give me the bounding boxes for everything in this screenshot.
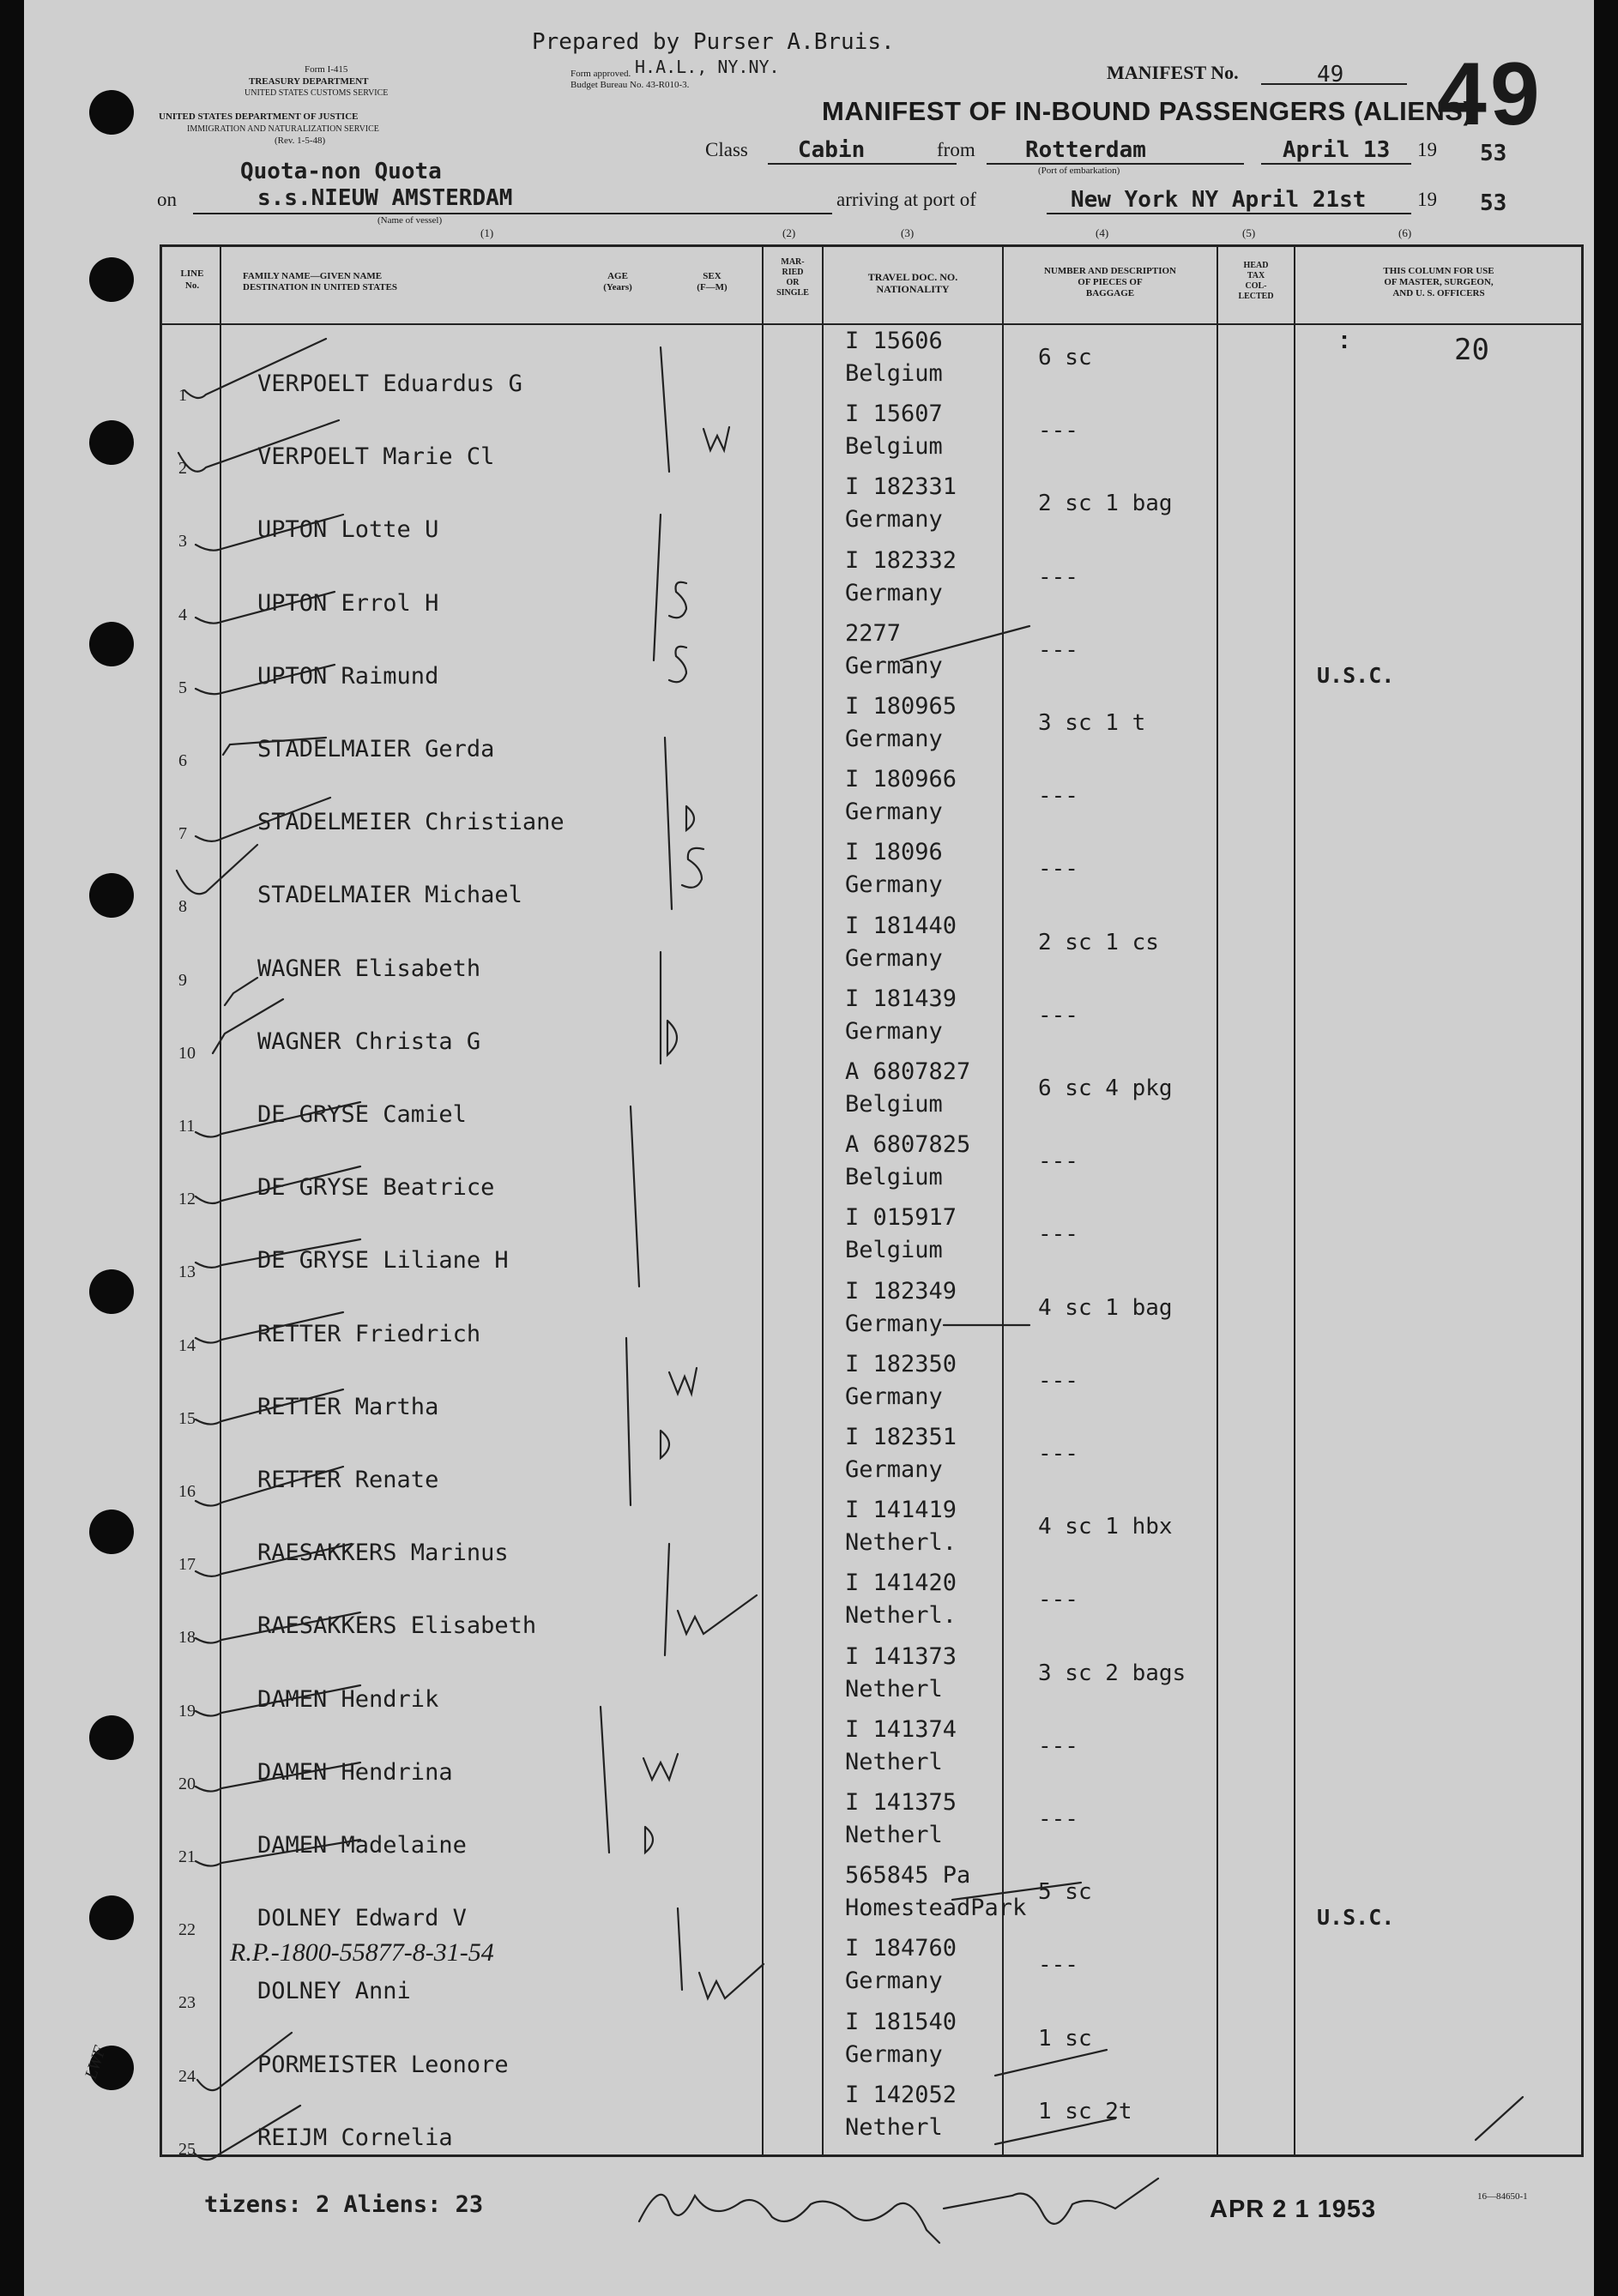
passenger-name: RAESAKKERS Elisabeth: [257, 1612, 537, 1640]
travel-doc-number: I 182349: [845, 1277, 957, 1305]
travel-doc-number: I 180965: [845, 693, 957, 720]
passenger-name: RETTER Renate: [257, 1467, 439, 1493]
hand-letter-w: [669, 1368, 697, 1394]
check-mark: [213, 999, 283, 1053]
departure-date: April 13: [1283, 137, 1391, 163]
hand-stroke: [901, 626, 1029, 660]
nationality: Germany: [845, 1456, 943, 1483]
baggage-description: ---: [1038, 1367, 1078, 1394]
passenger-name: PORMEISTER Leonore: [257, 2051, 509, 2078]
passenger-name: RETTER Friedrich: [257, 1320, 481, 1347]
column-number-1: (1): [480, 226, 494, 239]
check-mark: [196, 1612, 360, 1643]
row-number: 2: [178, 459, 187, 479]
header-sex: SEX (F—M): [697, 271, 727, 292]
baggage-description: ---: [1038, 1733, 1078, 1759]
row-number: 9: [178, 970, 187, 990]
header-age: AGE (Years): [603, 271, 632, 292]
from-label: from: [937, 139, 975, 160]
baggage-description: ---: [1038, 1952, 1078, 1979]
baggage-description: 4 sc 1 hbx: [1038, 1514, 1173, 1540]
nationality: Germany: [845, 944, 943, 972]
family-bracket: [678, 1908, 682, 1990]
nationality: Germany: [845, 1310, 943, 1337]
nationality: Germany: [845, 798, 943, 826]
row-number: 5: [178, 678, 187, 697]
travel-doc-number: I 141419: [845, 1497, 957, 1524]
nationality: Belgium: [845, 1237, 943, 1264]
nationality: Netherl: [845, 1675, 943, 1702]
passenger-name: DE GRYSE Beatrice: [257, 1174, 495, 1202]
header-family-name: FAMILY NAME—GIVEN NAME DESTINATION IN UNITED STATES: [243, 271, 398, 292]
travel-doc-number: I 181439: [845, 985, 957, 1012]
officer-note: U.S.C.: [1317, 1905, 1395, 1931]
travel-doc-number: I 141373: [845, 1642, 957, 1670]
arrival-port-date: New York NY April 21st: [1071, 187, 1367, 213]
passenger-name: VERPOELT Marie Cl: [257, 443, 495, 471]
immigration-service: IMMIGRATION AND NATURALIZATION SERVICE: [187, 124, 379, 134]
row-number: 3: [178, 532, 187, 551]
hand-letter-d: [667, 1021, 677, 1055]
row-number: 16: [178, 1482, 196, 1501]
vessel-caption: (Name of vessel): [377, 215, 443, 226]
passenger-name: DE GRYSE Liliane H: [257, 1247, 509, 1275]
nationality: Belgium: [845, 360, 943, 387]
row-number: 15: [178, 1408, 196, 1428]
form-number: Form I-415: [305, 64, 348, 75]
check-mark: [196, 1166, 360, 1203]
travel-doc-number: I 184760: [845, 1935, 957, 1962]
row-number: 12: [178, 1190, 196, 1209]
header-married: MAR- RIED OR SINGLE: [776, 257, 809, 298]
row-number: 11: [178, 1117, 196, 1136]
passenger-name: DAMEN Hendrik: [257, 1685, 439, 1713]
family-bracket: [654, 515, 661, 660]
nationality: Germany: [845, 726, 943, 752]
check-mark: [197, 2033, 292, 2090]
hand-letter-d: [686, 806, 694, 830]
family-bracket: [665, 1544, 669, 1655]
class-label: Class: [705, 139, 748, 160]
baggage-description: ---: [1038, 1148, 1078, 1175]
nationality: Netherl.: [845, 1529, 957, 1557]
baggage-description: 1 sc 2t: [1038, 2098, 1132, 2124]
nationality: Germany: [845, 871, 943, 899]
hand-letter-s: [669, 647, 686, 682]
check-mark: [196, 1763, 360, 1792]
handwritten-rp-note: R.P.-1800-55877-8-31-54: [230, 1938, 494, 1967]
row-number: 6: [178, 751, 187, 770]
travel-doc-number: I 141375: [845, 1789, 957, 1816]
vessel-name: s.s.NIEUW AMSTERDAM: [257, 185, 513, 211]
nationality: Netherl.: [845, 1602, 957, 1630]
passenger-name: WAGNER Elisabeth: [257, 955, 481, 982]
port-caption: (Port of embarkation): [1038, 166, 1120, 176]
passenger-name: WAGNER Christa G: [257, 1027, 481, 1055]
column-number-5: (5): [1242, 226, 1256, 239]
hand-stroke: [995, 2118, 1115, 2144]
passenger-name: UPTON Raimund: [257, 662, 439, 690]
check-mark: [184, 339, 326, 398]
baggage-description: 6 sc: [1038, 345, 1092, 371]
travel-doc-number: I 181540: [845, 2008, 957, 2035]
column-number-2: (2): [782, 226, 796, 239]
hand-letter-w: [678, 1595, 757, 1634]
check-mark: [196, 1685, 360, 1716]
nationality: Netherl: [845, 1822, 943, 1848]
row-number: 14: [178, 1335, 196, 1355]
family-bracket: [661, 347, 669, 472]
manifest-big-number: 49: [1437, 45, 1543, 144]
check-mark: [196, 592, 335, 624]
department-of-justice: UNITED STATES DEPARTMENT OF JUSTICE: [159, 111, 359, 122]
nationality: Belgium: [845, 1091, 943, 1118]
baggage-description: 5 sc: [1038, 1879, 1092, 1906]
passenger-name: STADELMEIER Christiane: [257, 809, 564, 836]
nationality: Germany: [845, 1017, 943, 1045]
officer-note: U.S.C.: [1317, 662, 1395, 688]
check-mark: [178, 420, 339, 472]
row-number: 20: [178, 1774, 196, 1793]
travel-doc-number: I 182331: [845, 473, 957, 501]
check-mark: [196, 1840, 360, 1866]
passenger-name: RAESAKKERS Marinus: [257, 1540, 509, 1567]
baggage-description: ---: [1038, 1002, 1078, 1028]
hand-letter-s: [669, 582, 686, 618]
hand-letter-d: [645, 1827, 653, 1853]
row-number: 10: [178, 1043, 196, 1063]
passenger-name: DE GRYSE Camiel: [257, 1101, 467, 1128]
hand-letter-w: [699, 1964, 764, 1998]
officer-count: 20: [1454, 333, 1489, 367]
passenger-name: UPTON Errol H: [257, 589, 439, 617]
baggage-description: ---: [1038, 1441, 1078, 1467]
header-officers-column: THIS COLUMN FOR USE OF MASTER, SURGEON, AND U. S. OFFICERS: [1383, 266, 1494, 298]
class-value: Cabin: [798, 137, 866, 163]
travel-doc-number: I 182351: [845, 1424, 957, 1450]
check-mark: [196, 1102, 360, 1137]
baggage-description: ---: [1038, 856, 1078, 883]
row-number: 24: [178, 2066, 196, 2086]
row-number: 23: [178, 1993, 196, 2013]
passenger-name: DOLNEY Anni: [257, 1978, 411, 2005]
travel-doc-number: I 15606: [845, 328, 943, 354]
nationality: Netherl: [845, 1748, 943, 1775]
baggage-description: 4 sc 1 bag: [1038, 1294, 1173, 1321]
row-number: 22: [178, 1920, 196, 1940]
row-number: 17: [178, 1555, 196, 1575]
form-revision: (Rev. 1-5-48): [275, 136, 326, 146]
header-baggage: NUMBER AND DESCRIPTION OF PIECES OF BAGGAGE: [1043, 266, 1177, 298]
passenger-name: DAMEN Hendrina: [257, 1758, 453, 1786]
nationality: Belgium: [845, 433, 943, 461]
officer-mark: :: [1340, 326, 1349, 354]
form-approved: Form approved.: [571, 69, 631, 79]
check-mark: [196, 1467, 343, 1506]
check-mark: [223, 738, 326, 755]
departure-year-prefix: 19: [1417, 139, 1437, 160]
hand-stroke: [995, 2050, 1107, 2076]
column-number-4: (4): [1096, 226, 1109, 239]
baggage-description: 6 sc 4 pkg: [1038, 1076, 1173, 1101]
check-mark: [177, 845, 257, 894]
nationality: Germany: [845, 1968, 943, 1995]
budget-bureau: Budget Bureau No. 43-R010-3.: [571, 80, 690, 90]
check-mark: [196, 798, 330, 841]
passenger-name: STADELMAIER Gerda: [257, 736, 495, 762]
passenger-name: VERPOELT Eduardus G: [257, 371, 522, 397]
row-number: 13: [178, 1262, 196, 1282]
manifest-number: 49: [1317, 62, 1344, 87]
row-number: 21: [178, 1847, 196, 1866]
column-number-3: (3): [901, 226, 915, 239]
travel-doc-number: A 6807825: [845, 1131, 971, 1159]
header-travel-doc: TRAVEL DOC. NO. NATIONALITY: [867, 271, 958, 295]
passenger-name: RETTER Martha: [257, 1393, 439, 1420]
hand-stroke: [1476, 2097, 1523, 2140]
baggage-description: 1 sc: [1038, 2025, 1092, 2052]
manifest-title: MANIFEST OF IN-BOUND PASSENGERS (ALIENS): [822, 96, 1473, 126]
travel-doc-number: 2277: [845, 619, 902, 647]
row-number: 7: [178, 824, 187, 844]
row-number: 4: [178, 605, 187, 624]
agent-line: H.A.L., NY.NY.: [635, 57, 780, 77]
prepared-by: Prepared by Purser A.Bruis.: [532, 29, 895, 55]
travel-doc-number: I 18096: [845, 839, 943, 866]
travel-doc-number: I 181440: [845, 912, 957, 939]
passenger-name: UPTON Lotte U: [257, 516, 439, 544]
travel-doc-number: I 015917: [845, 1204, 957, 1232]
hand-letter-s: [682, 848, 703, 888]
header-line-no: LINE No.: [180, 268, 204, 291]
row-number: 1: [178, 386, 187, 405]
check-mark: [194, 2106, 300, 2160]
check-mark: [196, 1312, 343, 1343]
travel-doc-number: I 182350: [845, 1350, 957, 1377]
family-bracket: [665, 738, 672, 909]
nationality: Germany: [845, 579, 943, 606]
passenger-name: REIJM Cornelia: [257, 2124, 453, 2151]
on-label: on: [157, 189, 177, 210]
baggage-description: 2 sc 1 cs: [1038, 929, 1159, 955]
hand-letter-d: [661, 1431, 669, 1458]
row-number: 25: [178, 2139, 196, 2159]
baggage-description: 3 sc 1 t: [1038, 710, 1146, 736]
check-mark: [196, 515, 343, 551]
signature: [639, 2178, 1158, 2243]
departure-year: 53: [1480, 141, 1507, 166]
nationality: Germany: [845, 506, 943, 533]
header-head-tax: HEAD TAX COL- LECTED: [1238, 261, 1274, 301]
nationality: Germany: [845, 1383, 943, 1410]
row-number: 19: [178, 1701, 196, 1720]
date-stamp: APR 2 1 1953: [1210, 2196, 1377, 2223]
travel-doc-number: I 141374: [845, 1715, 957, 1743]
row-number: 18: [178, 1628, 196, 1648]
column-number-6: (6): [1398, 226, 1412, 239]
baggage-description: ---: [1038, 636, 1078, 663]
citizens-aliens-count: tizens: 2 Aliens: 23: [204, 2191, 484, 2218]
hand-letter-w: [643, 1754, 678, 1780]
travel-doc-number: I 142052: [845, 2081, 957, 2108]
nationality: Belgium: [845, 1164, 943, 1191]
passenger-name: DOLNEY Edward V: [257, 1905, 467, 1932]
baggage-description: 3 sc 2 bags: [1038, 1660, 1186, 1686]
print-code: 16—84650-1: [1477, 2191, 1528, 2202]
quota-type: Quota-non Quota: [240, 159, 442, 184]
hand-letter-w: [703, 427, 729, 450]
margin-initials: LWF: [82, 2043, 111, 2082]
baggage-description: ---: [1038, 563, 1078, 590]
travel-doc-number: I 182332: [845, 546, 957, 574]
baggage-description: ---: [1038, 1806, 1078, 1832]
port-of-embarkation: Rotterdam: [1025, 137, 1146, 163]
arrival-year: 53: [1480, 190, 1507, 216]
nationality: HomesteadPark: [845, 1895, 1027, 1922]
nationality: Germany: [845, 2040, 943, 2068]
travel-doc-number: I 141420: [845, 1570, 957, 1597]
passenger-name: STADELMAIER Michael: [257, 882, 522, 909]
baggage-description: ---: [1038, 418, 1078, 444]
check-mark: [196, 1239, 360, 1268]
travel-doc-number: I 180966: [845, 766, 957, 793]
check-mark: [196, 1544, 352, 1576]
treasury-department: TREASURY DEPARTMENT: [249, 76, 369, 87]
check-mark: [196, 1389, 343, 1425]
travel-doc-number: 565845 Pa: [845, 1862, 971, 1889]
check-mark: [225, 978, 257, 1005]
nationality: Netherl: [845, 2113, 943, 2141]
baggage-description: ---: [1038, 783, 1078, 810]
hand-stroke: [952, 1883, 1081, 1900]
family-bracket: [601, 1707, 609, 1853]
baggage-description: 2 sc 1 bag: [1038, 491, 1173, 517]
travel-doc-number: A 6807827: [845, 1058, 971, 1085]
baggage-description: ---: [1038, 1221, 1078, 1248]
manifest-label: MANIFEST No.: [1107, 62, 1239, 83]
customs-service: UNITED STATES CUSTOMS SERVICE: [245, 88, 389, 98]
row-number: 8: [178, 897, 187, 917]
arriving-label: arriving at port of: [836, 189, 976, 210]
passenger-name: DAMEN Madelaine: [257, 1832, 467, 1859]
travel-doc-number: I 15607: [845, 401, 943, 428]
family-bracket: [626, 1338, 631, 1505]
family-bracket: [631, 1106, 639, 1287]
arrival-year-prefix: 19: [1417, 189, 1437, 210]
nationality: Germany: [845, 652, 943, 679]
baggage-description: ---: [1038, 1587, 1078, 1613]
check-mark: [196, 665, 335, 694]
